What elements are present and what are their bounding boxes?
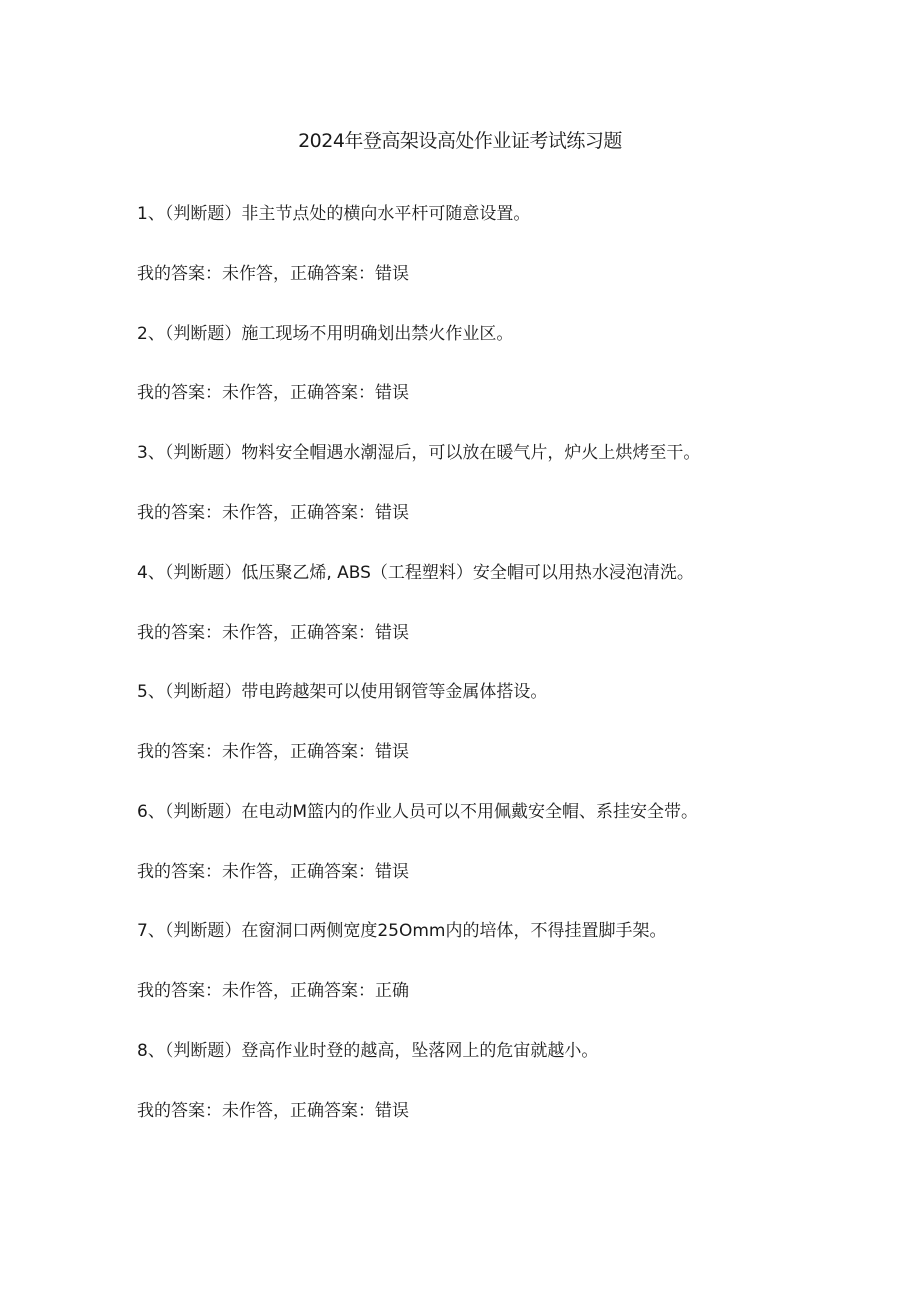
question-3: 3、（判断题）物料安全帽遇水潮湿后，可以放在暖气片，炉火上烘烤至干。 [137, 443, 701, 463]
answer-3: 我的答案：未作答，正确答案：错误 [137, 503, 409, 523]
answer-6: 我的答案：未作答，正确答案：错误 [137, 862, 409, 882]
answer-8: 我的答案：未作答，正确答案：错误 [137, 1101, 409, 1121]
question-2: 2、（判断题）施工现场不用明确划出禁火作业区。 [137, 324, 514, 344]
question-6: 6、（判断题）在电动M篮内的作业人员可以不用佩戴安全帽、系挂安全带。 [137, 802, 698, 822]
answer-7: 我的答案：未作答，正确答案：正确 [137, 981, 409, 1001]
answer-5: 我的答案：未作答，正确答案：错误 [137, 742, 409, 762]
question-1: 1、（判断题）非主节点处的横向水平杆可随意设置。 [137, 204, 531, 224]
answer-1: 我的答案：未作答，正确答案：错误 [137, 264, 409, 284]
question-5: 5、（判断超）带电跨越架可以使用钢管等金属体搭设。 [137, 682, 548, 702]
question-8: 8、（判断题）登高作业时登的越高，坠落网上的危宙就越小。 [137, 1041, 599, 1061]
question-4: 4、（判断题）低压聚乙烯, ABS（工程塑料）安全帽可以用热水浸泡清洗。 [137, 563, 694, 583]
answer-2: 我的答案：未作答，正确答案：错误 [137, 383, 409, 403]
question-7: 7、（判断题）在窗洞口两侧宽度25Omm内的培体，不得挂置脚手架。 [137, 921, 667, 941]
answer-4: 我的答案：未作答，正确答案：错误 [137, 623, 409, 643]
page-title: 2024年登高架设高处作业证考试练习题 [298, 130, 622, 152]
